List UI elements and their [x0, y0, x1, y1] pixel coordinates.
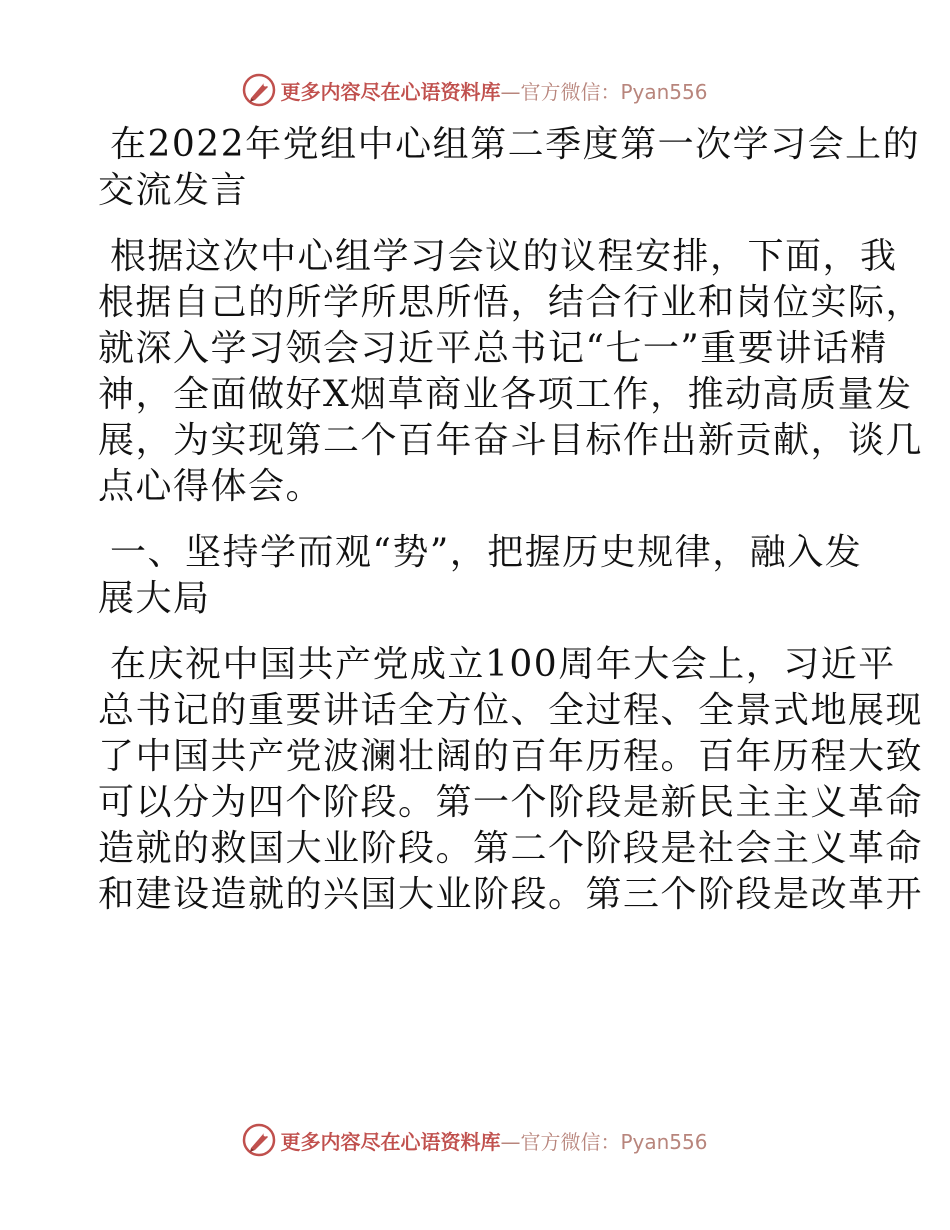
title-line: 交流发言: [98, 170, 249, 211]
paragraph-line: 根据这次中心组学习会议的议程安排，下面，我: [110, 236, 898, 277]
paragraph-line: 总书记的重要讲话全方位、全过程、全景式地展现: [98, 690, 924, 731]
paragraph-line: 点心得体会。: [98, 466, 324, 507]
paragraph-line: 了中国共产党波澜壮阔的百年历程。百年历程大致: [98, 736, 924, 777]
section-heading-1: [98, 530, 863, 622]
paragraph-line: 展，为实现第二个百年奋斗目标作出新贡献，谈几: [98, 420, 924, 461]
document-title: [98, 122, 921, 214]
header-watermark-banner: [0, 70, 950, 110]
paragraph-line: 可以分为四个阶段。第一个阶段是新民主主义革命: [98, 782, 924, 823]
heading-line: 展大局: [98, 578, 211, 619]
paragraph-line: 神，全面做好X烟草商业各项工作，推动高质量发: [98, 374, 913, 415]
banner-site-name: 更多内容尽在心语资料库: [280, 79, 501, 104]
banner-wechat-id: —官方微信：Pyan556: [500, 79, 708, 104]
banner-wechat-id: —官方微信：Pyan556: [500, 1129, 708, 1154]
paragraph-line: 和建设造就的兴国大业阶段。第三个阶段是改革开: [98, 874, 924, 915]
paragraph-line: 就深入学习领会习近平总书记“七一”重要讲话精: [98, 328, 888, 369]
footer-watermark-banner: [0, 1120, 950, 1160]
document-body: [98, 122, 924, 938]
pen-nib-logo-icon: [242, 1123, 276, 1157]
banner-site-name: 更多内容尽在心语资料库: [280, 1129, 501, 1154]
paragraph-line: 在庆祝中国共产党成立100周年大会上，习近平: [110, 644, 896, 685]
title-line: 在2022年党组中心组第二季度第一次学习会上的: [110, 124, 921, 165]
heading-line: 一、坚持学而观“势”，把握历史规律，融入发: [110, 532, 863, 573]
body-paragraph: [98, 642, 924, 918]
paragraph-line: 造就的救国大业阶段。第二个阶段是社会主义革命: [98, 828, 924, 869]
intro-paragraph: [98, 234, 924, 510]
paragraph-line: 根据自己的所学所思所悟，结合行业和岗位实际，: [98, 282, 924, 323]
pen-nib-logo-icon: [242, 73, 276, 107]
